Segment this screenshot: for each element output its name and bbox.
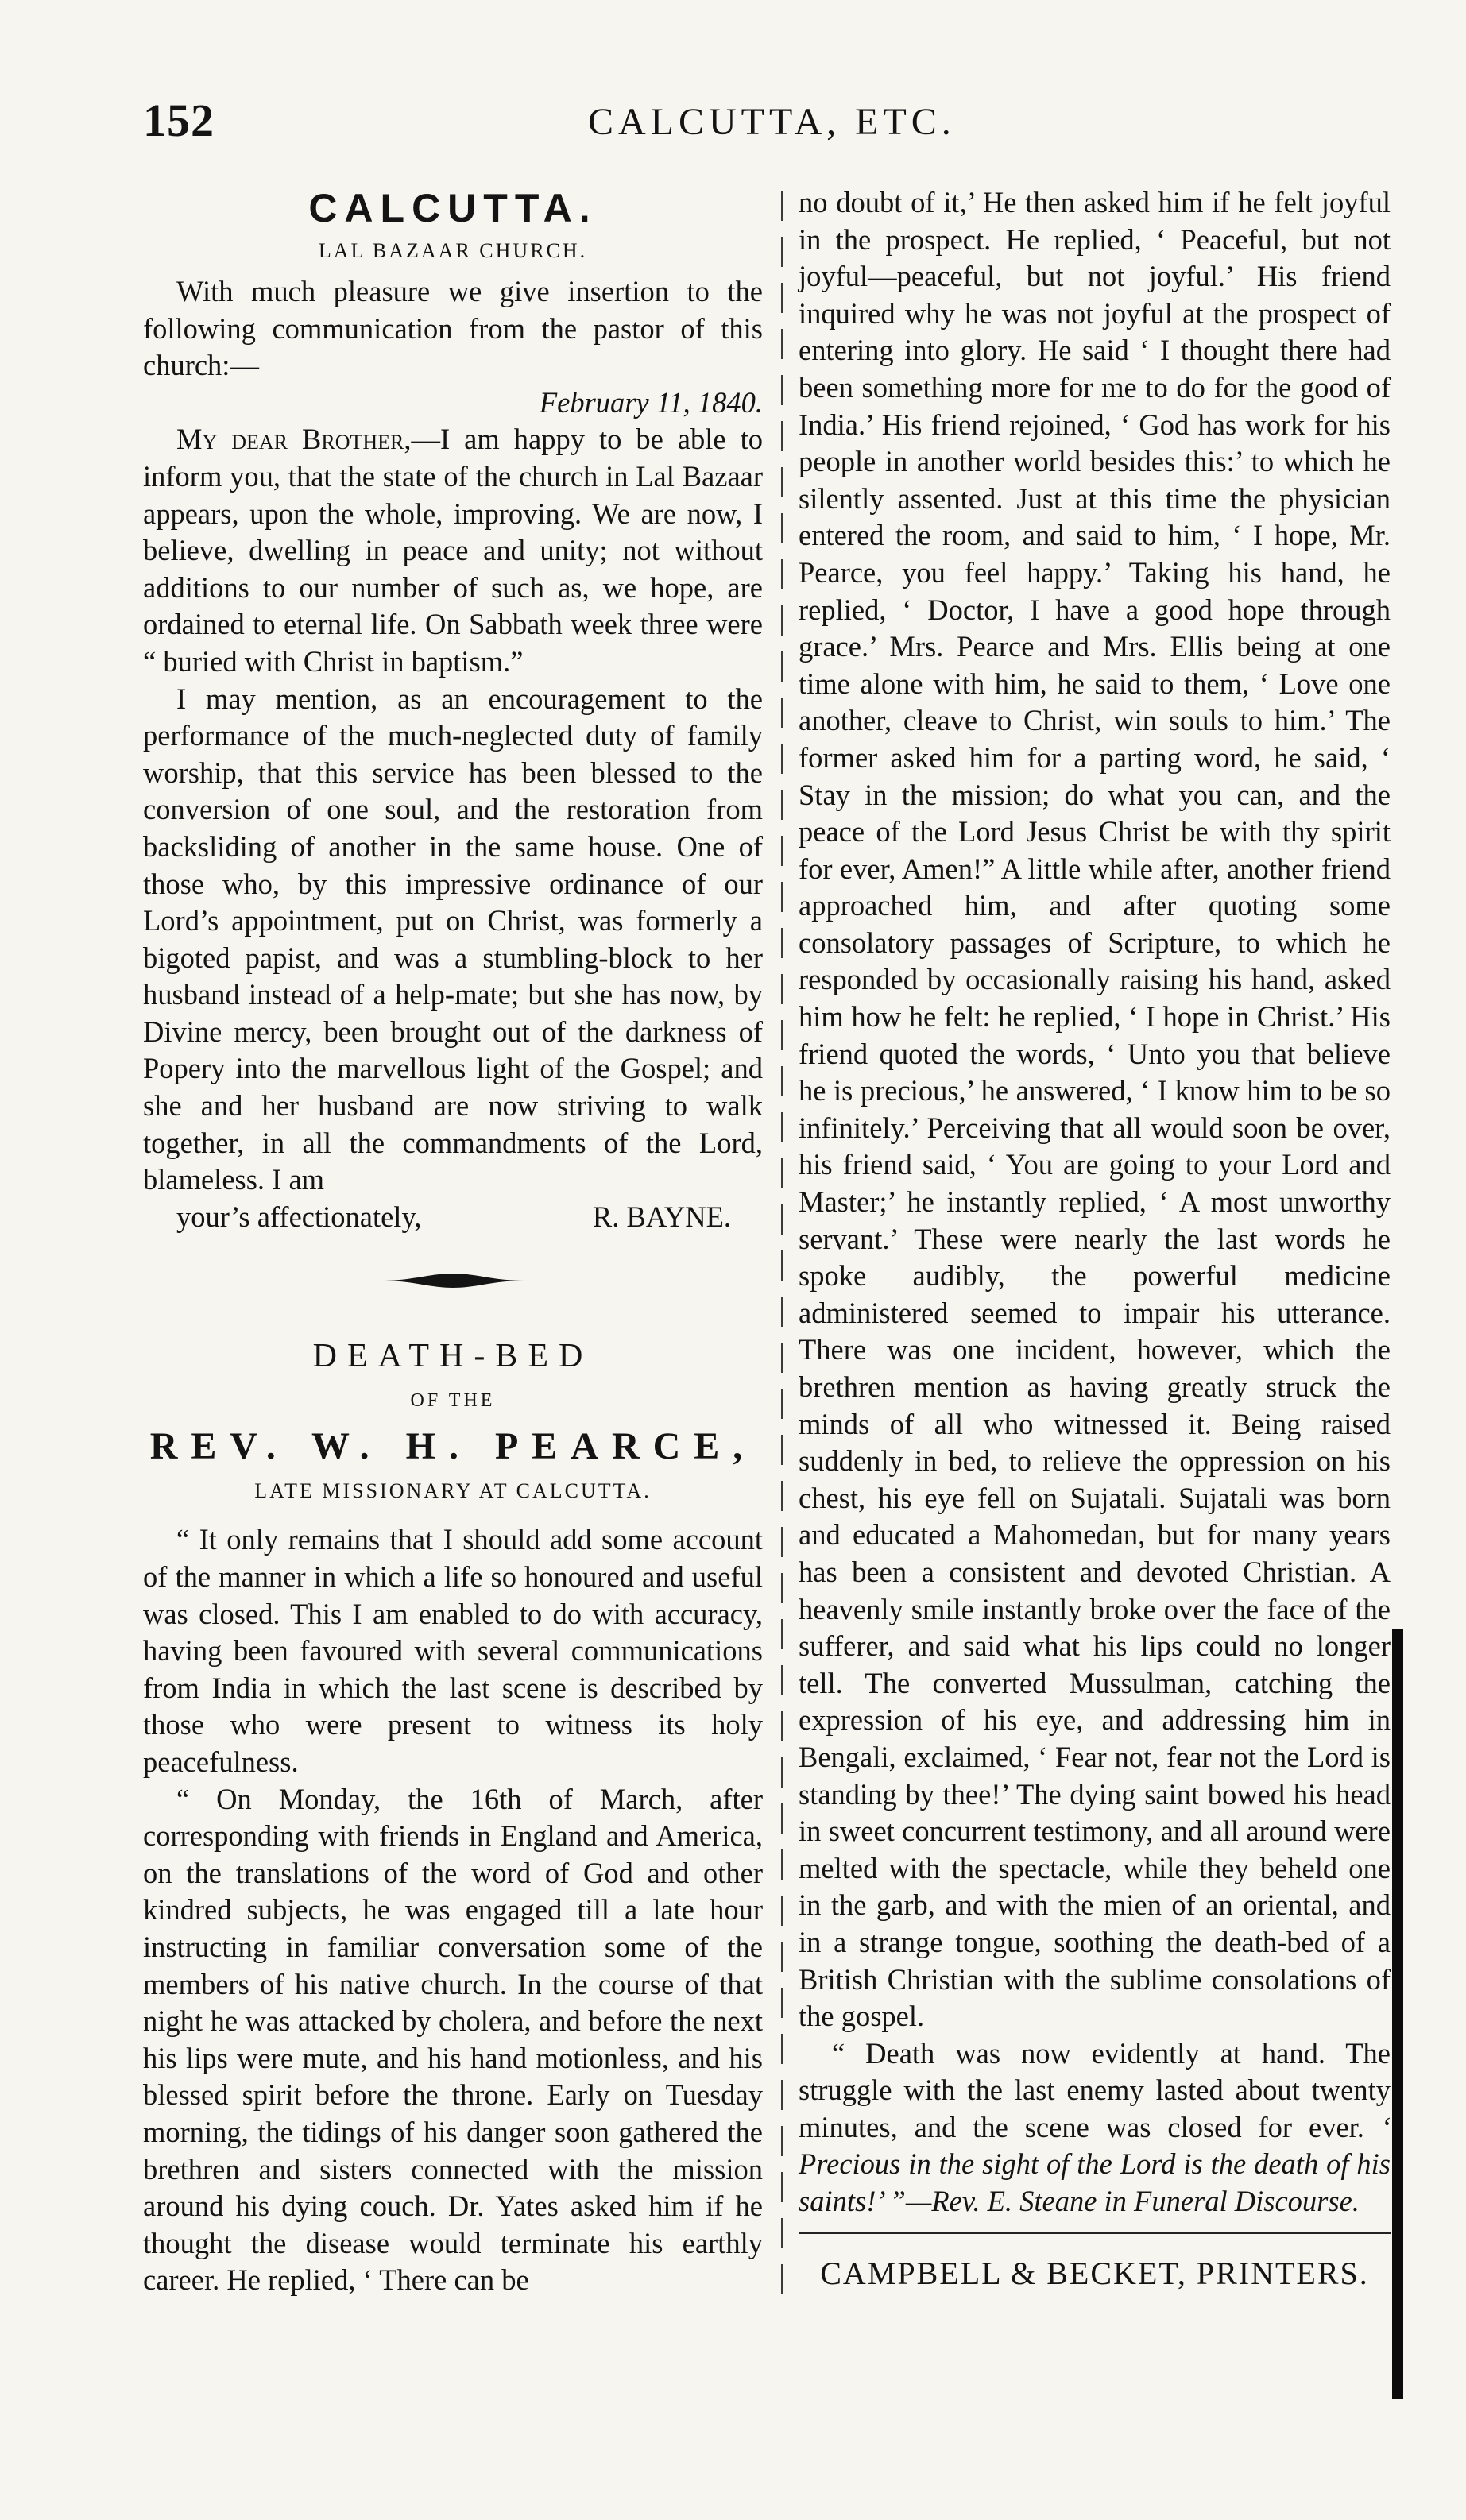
- printer-imprint: CAMPBELL & BECKET, PRINTERS.: [820, 2255, 1369, 2291]
- letter-signature: R. BAYNE.: [592, 1200, 731, 1233]
- column-divider: [781, 191, 783, 2296]
- deathbed-paragraph-2-continued: no doubt of it,’ He then asked him if he felt joyful in the prospect. He replied, ‘ Peaceful, but not joyful—peaceful, but not joyful.’ His friend inquired why he was not joyful at the prospect of entering into glory. He said ‘ I thought there had been something more for me to do for the good of India.’ His friend rejoined, ‘ God has work for his people in another world besides this:’ to which he silently assented. Just at this time the physician entered the room, and said to him, ‘ I hope, Mr. Pearce, you feel happy.’ Taking his hand, he replied, ‘ Doctor, I have a good hope through grace.’ Mrs. Pearce and Mrs. Ellis being at one time alone with him, he said to them, ‘ Love one another, cleave to Christ, win souls to him.’ The former asked him for a parting word, he said, ‘ Stay in the mission; do what you can, and the peace of the Lord Jesus Christ be with thy spirit for ever, Amen!” A little while after, another friend approached him, and after quoting some consolatory passages of Scripture, to which he responded by occasionally raising his hand, asked him how he felt: he replied, ‘ I hope in Christ.’ His friend quoted the words, ‘ Unto you that believe he is precious,’ he answered, ‘ I know him to be so infinitely.’ Perceiving that all would soon be over, his friend said, ‘ You are going to your Lord and Master;’ he instantly replied, ‘ A most unworthy servant.’ These were nearly the last words he spoke audibly, the powerful medicine administered seemed to impair his utterance. There was one incident, however, which the brethren mention as having greatly struck the minds of all who witnessed it. Being raised suddenly in bed, to relieve the oppression on his chest, his eye fell on Sujatali. Sujatali was born and educated a Mahomedan, but for many years has been a consistent and devoted Christian. A heavenly smile instantly broke over the face of the sufferer, and said what his lips could no longer tell. The converted Mussulman, catching the expression of his eye, and addressing him in Bengali, exclaimed, ‘ Fear not, fear not the Lord is standing by thee!’ The dying saint bowed his head in sweet concurrent testimony, and all around were melted with the spectacle, while they beheld one in the garb, and with the mien of an oriental, and in a strange tongue, soothing the death-bed of a British Christian with the sublime consolations of the gospel.: [799, 186, 1391, 2033]
- letter-paragraph-1: [143, 421, 763, 680]
- letter-signoff: [143, 1199, 763, 1236]
- deathbed-name: REV. W. H. PEARCE,: [149, 1425, 756, 1468]
- deathbed-paragraph-3: [799, 2035, 1391, 2220]
- calcutta-heading: CALCUTTA.: [308, 186, 598, 230]
- deathbed-paragraph-1: “ It only remains that I should add some account of the manner in which a life so honoured and useful was closed. This I am enabled to do with accuracy, having been favoured with several communications from India in which the last scene is described by those who were present to witness its holy peacefulness.: [143, 1523, 763, 1778]
- page-number: 152: [143, 95, 215, 146]
- deathbed-closing-quote: ‘ Precious in the sight of the Lord is the death of his saints!’ ”—Rev. E. Steane in Funeral Discourse.: [799, 2110, 1391, 2218]
- deathbed-of-the: OF THE: [410, 1390, 496, 1412]
- running-title: CALCUTTA, ETC.: [588, 101, 956, 143]
- deathbed-paragraph-3-text: “ Death was now evidently at hand. The struggle with the last enemy lasted about twenty minutes, and the scene was closed for ever.: [799, 2036, 1391, 2143]
- lal-bazaar-subheading: LAL BAZAAR CHURCH.: [318, 239, 588, 262]
- closing-rule: [799, 2232, 1391, 2234]
- page-edge-shadow: [1392, 1629, 1403, 2399]
- letter-paragraph-2: I may mention, as an encouragement to the performance of the much-neglected duty of family worship, that this service has been blessed to the conversion of one soul, and the restoration from backsliding of another in the same house. One of those who, by this impressive ordinance of our Lord’s appointment, put on Christ, was formerly a bigoted papist, and was a stumbling-block to her husband instead of a help-mate; but she has now, by Divine mercy, been brought out of the darkness of Popery into the marvellous light of the Gospel; and she and her husband are now striving to walk together, in all the commandments of the Lord, blameless. I am: [143, 682, 763, 1196]
- calcutta-intro: With much pleasure we give insertion to the following communication from the pastor of this church:—: [143, 275, 763, 382]
- deathbed-heading: DEATH-BED: [312, 1338, 594, 1375]
- letter-salutation: My dear Brother,: [176, 423, 412, 456]
- running-head: [143, 94, 1398, 157]
- right-column: [799, 184, 1391, 2294]
- section-ornament: [381, 1270, 524, 1291]
- deathbed-late-missionary: LATE MISSIONARY AT CALCUTTA.: [254, 1479, 652, 1503]
- deathbed-paragraph-2: “ On Monday, the 16th of March, after corresponding with friends in England and America, on the translations of the word of God and other kindred subjects, he was engaged till a late hour instructing in familiar conversation some of the members of his native church. In the course of that night he was attacked by cholera, and before the next his lips were mute, and his hand motionless, and his blessed spirit before the throne. Early on Tuesday morning, the tidings of his danger soon gathered the brethren and sisters connected with the mission around his dying couch. Dr. Yates asked him if he thought the disease would terminate his earthly career. He replied, ‘ There can be: [143, 1782, 763, 2297]
- letter-closing: your’s affectionately,: [176, 1200, 422, 1233]
- letter-paragraph-1-text: —I am happy to be able to inform you, that the state of the church in Lal Bazaar appears, upon the whole, improving. We are now, I believe, dwelling in peace and unity; not without additions to our number of such as, we hope, are ordained to eternal life. On Sabbath week three were “ buried with Christ in baptism.”: [143, 423, 763, 678]
- left-column: [143, 184, 763, 2299]
- letter-date: February 11, 1840.: [539, 385, 763, 419]
